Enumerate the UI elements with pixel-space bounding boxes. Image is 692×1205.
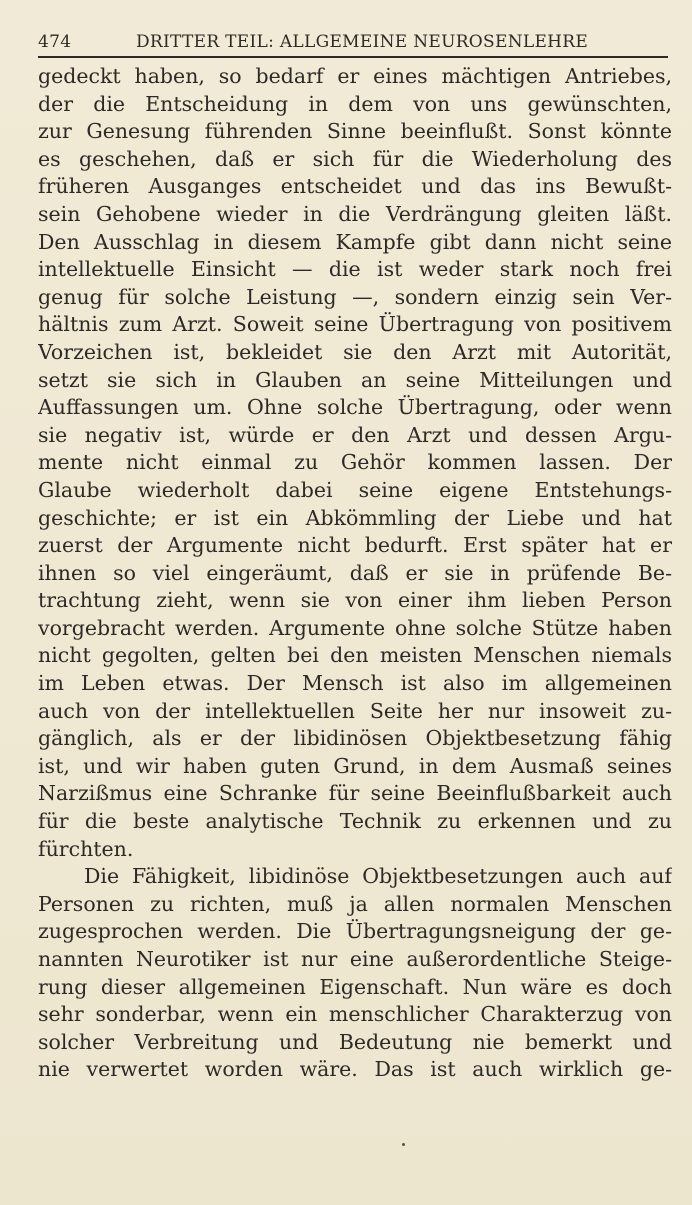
text-line: Personen zu richten, muß ja allen normalen Menschen bbox=[38, 891, 672, 916]
text-line: Narzißmus eine Schranke für seine Beeinflußbarkeit auch bbox=[38, 781, 672, 806]
text-line: gedeckt haben, so bedarf er eines mächtigen Antriebes, bbox=[38, 64, 672, 88]
text-line: sein Gehobene wieder in die Verdrängung gleiten läßt. bbox=[38, 201, 672, 226]
text-line: rung dieser allgemeinen Eigenschaft. Nun wäre es doch bbox=[38, 974, 672, 999]
paragraph-1 bbox=[38, 63, 672, 863]
text-line: gänglich, als er der libidinösen Objektbesetzung fähig bbox=[38, 726, 672, 751]
text-line: Glaube wiederholt dabei seine eigene Entstehungs- bbox=[38, 477, 672, 502]
text-line: sie negativ ist, würde er den Arzt und dessen Argu- bbox=[38, 422, 672, 447]
text-line: geschichte; er ist ein Abkömmling der Liebe und hat bbox=[38, 505, 672, 530]
running-head-title: DRITTER TEIL: ALLGEMEINE NEUROSENLEHRE bbox=[136, 32, 589, 52]
text-line: ihnen so viel eingeräumt, daß er sie in prüfende Be- bbox=[38, 560, 672, 585]
text-line: der die Entscheidung in dem von uns gewünschten, bbox=[38, 91, 672, 116]
text-line: hältnis zum Arzt. Soweit seine Übertragung von positivem bbox=[38, 312, 672, 337]
text-line: zur Genesung führenden Sinne beeinflußt. Sonst könnte bbox=[38, 119, 672, 144]
text-line: mente nicht einmal zu Gehör kommen lassen. Der bbox=[38, 450, 672, 475]
text-line: nicht gegolten, gelten bei den meisten Menschen niemals bbox=[38, 643, 672, 668]
text-line: früheren Ausganges entscheidet und das ins Bewußt- bbox=[38, 174, 672, 199]
paper-speck bbox=[402, 1143, 405, 1146]
text-line: nannten Neurotiker ist nur eine außerordentliche Steige- bbox=[38, 947, 672, 971]
text-line: sehr sonderbar, wenn ein menschlicher Charakterzug von bbox=[38, 1002, 672, 1027]
page-number: 474 bbox=[38, 32, 72, 52]
text-line: trachtung zieht, wenn sie von einer ihm lieben Person bbox=[38, 588, 672, 613]
text-line: genug für solche Leistung —, sondern einzig sein Ver- bbox=[38, 284, 672, 309]
text-line: es geschehen, daß er sich für die Wiederholung des bbox=[38, 146, 672, 171]
running-head bbox=[38, 30, 668, 58]
text-line: Auffassungen um. Ohne solche Übertragung, oder wenn bbox=[38, 395, 672, 420]
text-line: für die beste analytische Technik zu erkennen und zu bbox=[38, 809, 672, 834]
text-line: zugesprochen werden. Die Übertragungsneigung der ge- bbox=[38, 919, 672, 944]
text-line: nie verwertet worden wäre. Das ist auch wirklich ge- bbox=[38, 1057, 672, 1082]
text-line: Vorzeichen ist, bekleidet sie den Arzt mit Autorität, bbox=[38, 339, 672, 364]
text-line: Den Ausschlag in diesem Kampfe gibt dann nicht seine bbox=[38, 229, 672, 254]
text-line: intellektuelle Einsicht — die ist weder stark noch frei bbox=[38, 257, 672, 282]
text-line: fürchten. bbox=[38, 836, 134, 861]
text-line: im Leben etwas. Der Mensch ist also im allgemeinen bbox=[38, 671, 672, 696]
paragraph-2 bbox=[38, 863, 672, 1084]
text-line: ist, und wir haben guten Grund, in dem Ausmaß seines bbox=[38, 753, 672, 778]
text-line: auch von der intellektuellen Seite her nur insoweit zu- bbox=[38, 698, 672, 723]
text-line: solcher Verbreitung und Bedeutung nie bemerkt und bbox=[38, 1029, 672, 1054]
text-line: vorgebracht werden. Argumente ohne solche Stütze haben bbox=[38, 615, 672, 640]
text-line: Die Fähigkeit, libidinöse Objektbesetzungen auch auf bbox=[84, 864, 672, 889]
text-line: setzt sie sich in Glauben an seine Mitteilungen und bbox=[38, 367, 672, 392]
body-text bbox=[38, 63, 672, 1084]
text-line: zuerst der Argumente nicht bedurft. Erst später hat er bbox=[38, 533, 672, 558]
